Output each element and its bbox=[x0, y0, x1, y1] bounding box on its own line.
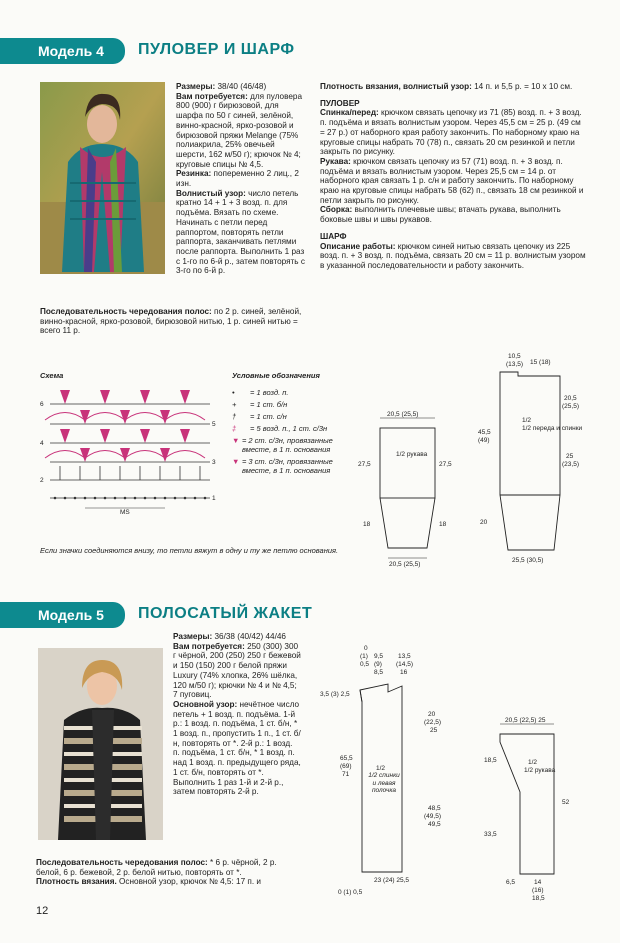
svg-text:1/2: 1/2 bbox=[528, 759, 538, 766]
scheme-row-1: 1 bbox=[212, 495, 216, 502]
cluster2-icon: ▼ bbox=[232, 436, 240, 445]
m4-sleeve-top: 20,5 (25,5) bbox=[387, 411, 419, 418]
chain-tr-icon: ‡ bbox=[232, 424, 237, 433]
svg-text:(49,5): (49,5) bbox=[424, 813, 441, 820]
svg-text:0 (1) 0,5: 0 (1) 0,5 bbox=[338, 889, 363, 896]
svg-text:(14,5): (14,5) bbox=[396, 661, 413, 668]
model4-sleeve-diagram bbox=[355, 408, 460, 568]
scheme-row-6: 6 bbox=[40, 401, 44, 408]
m4-sleeve-rib-r: 18 bbox=[439, 521, 447, 528]
m4-body-bottom: 25,5 (30,5) bbox=[512, 557, 544, 564]
svg-text:(9): (9) bbox=[374, 661, 382, 668]
m4-sleeve-rib-l: 18 bbox=[363, 521, 371, 528]
m4-body-left: 45,5 bbox=[478, 429, 491, 436]
model5-left-text: Размеры: 36/38 (40/42) 44/46 Вам потребуется: 250 (300) 300 г чёрной, 200 (250) 250 г бежевой и 150 (150) 200 г белой пряжи Luxury (74% хлопка, 26% шёлка, 120 м/50 г); крючки № 4 и № 4,5; 7 пуговиц. Основной узор: нечётное число петель + 1 возд. п. подъёма. 1-й р.: 1 возд. п. подъёма, 1 ст. б/н, * 1 возд. п., пропустить 1 п., 1 ст. б/н, повторять от *. 2-й р.: 1 возд. п. подъёма, 1 ст. б/н, * 1 возд. п. над 1 возд. п. предыдущего ряда, 1 ст. б/н, повторять от *. Выполнить 1 раз 1-й и 2-й р., затем повторять 2-й р. bbox=[173, 632, 301, 797]
m4-sleeve-bottom: 20,5 (25,5) bbox=[389, 561, 421, 568]
svg-text:0,5: 0,5 bbox=[360, 661, 370, 668]
m4-body-right-a: 20,5 bbox=[564, 395, 577, 402]
m4-body-right-a2: (25,5) bbox=[562, 403, 579, 410]
svg-text:9,5: 9,5 bbox=[374, 653, 384, 660]
model4-photo bbox=[40, 82, 165, 274]
svg-text:65,5: 65,5 bbox=[340, 755, 353, 762]
svg-text:16: 16 bbox=[400, 669, 408, 676]
model4-left-text: Размеры: 38/40 (46/48) Вам потребуется: для пуловера 800 (900) г бирюзовой, для шарфа по 50 г синей, зелёной, винно-красной, ярко-розовой и бирюзовой пряжи Melange (75% полиакрила, 25% овечьей шерсти, 162 м/50 г); крючок № 4; круговые спицы № 4,5. Резинка: попеременно 2 лиц., 2 изн. Волнистый узор: число петель кратно 14 + 1 + 3 возд. п. для подъёма. Вязать по схеме. Начинать с петли перед раппортом, повторять петли раппорта, заканчивать петлями после раппорта. Выполнить 1 раз с 1-го по 6-й р., затем повторять с 3-го по 6-й р. bbox=[176, 82, 305, 276]
model5-sleeve-diagram bbox=[470, 712, 590, 907]
svg-text:(69): (69) bbox=[340, 763, 352, 770]
model4-order-text: Последовательность чередования полос: по 2 р. синей, зелёной, винно-красной, ярко-розовой, бирюзовой нитью, 1 р. синей нитью = всего 11 р. bbox=[40, 307, 302, 336]
m5-body-label: 1/2 спинки и левая полочка bbox=[368, 772, 400, 794]
svg-text:18,5: 18,5 bbox=[484, 757, 497, 764]
svg-text:49,5: 49,5 bbox=[428, 821, 441, 828]
m4-sleeve-right: 27,5 bbox=[439, 461, 452, 468]
cluster3-icon: ▼ bbox=[232, 457, 240, 466]
svg-text:18,5: 18,5 bbox=[532, 895, 545, 902]
dc-icon: † bbox=[232, 412, 237, 421]
model4-right-text: Плотность вязания, волнистый узор: 14 п. и 5,5 р. = 10 x 10 см. ПУЛОВЕР Спинка/перед: крючком связать цепочку из 71 (85) возд. п. + 3 возд. п. подъёма и вязать волнистым узором. Через 45,5 см = 25 р. (49 см = 27 р.) от наборного края работу закончить. По наборному краю на круговые спицы набрать 70 (78) п., связать 20 см резинкой и петли закрыть по рисунку. Рукава: крючком связать цепочку из 57 (71) возд. п. + 3 возд. п. подъёма и вязать волнистым узором. Через 25,5 см = 14 р. от наборного края связать 1 р. с/н и работу закончить. По наборному краю на круговые спицы набрать 58 (62) п., связать 18 см резинкой и петли закрыть по рисунку. Сборка: выполнить плечевые швы; втачать рукава, выполнить боковые швы и швы рукавов. ШАРФ Описание работы: крючком синей нитью связать цепочку из 225 возд. п. + 3 возд. п. подъёма, связать 20 см = 11 р. волнистым узором в указанной последовательности и работу закончить. bbox=[320, 82, 586, 270]
m4-body-left2: (49) bbox=[478, 437, 490, 444]
m4-body-rib: 20 bbox=[480, 519, 488, 526]
m4-body-top-b: (13,5) bbox=[506, 361, 523, 368]
scheme-footnote: Если значки соединяются внизу, то петли вяжут в одну и ту же петлю основания. bbox=[40, 546, 339, 555]
svg-text:48,5: 48,5 bbox=[428, 805, 441, 812]
scheme-row-3: 3 bbox=[212, 459, 216, 466]
model5-body-diagram bbox=[318, 642, 468, 904]
m4-body-right-b: 25 bbox=[566, 453, 574, 460]
model5-title: ПОЛОСАТЫЙ ЖАКЕТ bbox=[138, 605, 313, 622]
m4-body-label: 1/2 переда и спинки bbox=[522, 425, 583, 432]
svg-text:14: 14 bbox=[534, 879, 542, 886]
svg-text:(22,5): (22,5) bbox=[424, 719, 441, 726]
sc-icon: + bbox=[232, 400, 237, 409]
svg-text:8,5: 8,5 bbox=[374, 669, 384, 676]
m4-body-top-a: 10,5 bbox=[508, 353, 521, 360]
m5-sleeve-top: 20,5 (22,5) 25 bbox=[505, 717, 546, 724]
svg-text:71: 71 bbox=[342, 771, 350, 778]
scheme-row-2: 2 bbox=[40, 477, 44, 484]
scheme-row-4: 4 bbox=[40, 440, 44, 447]
svg-text:3,5 (3) 2,5: 3,5 (3) 2,5 bbox=[320, 691, 350, 698]
pullover-heading: ПУЛОВЕР bbox=[320, 98, 360, 108]
scarf-heading: ШАРФ bbox=[320, 231, 347, 241]
sizes-label: Размеры: bbox=[176, 82, 216, 91]
scheme-ms: MS bbox=[120, 509, 130, 515]
svg-text:25: 25 bbox=[430, 727, 438, 734]
model5-order-text: Последовательность чередования полос: * 6 р. чёрной, 2 р. белой, 6 р. бежевой, 2 р. белой нитью, повторять от *. Плотность вязания. Основной узор, крючок № 4,5: 17 п. и bbox=[36, 858, 277, 887]
model5-photo bbox=[38, 648, 163, 840]
model4-body-diagram bbox=[470, 350, 590, 570]
crochet-scheme bbox=[40, 380, 220, 515]
scheme-row-5: 5 bbox=[212, 421, 216, 428]
m5-sleeve-label: 1/2 рукава bbox=[524, 767, 556, 774]
m4-body-right-b2: (23,5) bbox=[562, 461, 579, 468]
svg-text:23 (24) 25,5: 23 (24) 25,5 bbox=[374, 877, 410, 884]
model5-label: Модель 5 bbox=[0, 602, 125, 628]
m4-body-label-1: 1/2 bbox=[522, 417, 532, 424]
legend-title: Условные обозначения bbox=[232, 371, 320, 380]
m4-sleeve-label: 1/2 рукава bbox=[396, 451, 428, 458]
m4-body-top-c: 15 (18) bbox=[530, 359, 551, 366]
svg-text:6,5: 6,5 bbox=[506, 879, 516, 886]
svg-text:0: 0 bbox=[364, 645, 368, 652]
svg-text:13,5: 13,5 bbox=[398, 653, 411, 660]
svg-text:33,5: 33,5 bbox=[484, 831, 497, 838]
legend: • = 1 возд. п. + = 1 ст. б/н † = 1 ст. с/н ‡ = 5 возд. п., 1 ст. с/3н ▼ = 2 ст. с/3н, провязанные вместе, в 1 п. основания ▼ = 3 ст. с/3н, провязанные вместе, в 1 п. основания bbox=[232, 388, 333, 475]
svg-text:1/2: 1/2 bbox=[376, 765, 386, 772]
page-number: 12 bbox=[36, 905, 49, 917]
m4-sleeve-left: 27,5 bbox=[358, 461, 371, 468]
model4-label: Модель 4 bbox=[0, 38, 125, 64]
svg-text:20: 20 bbox=[428, 711, 436, 718]
model4-title: ПУЛОВЕР И ШАРФ bbox=[138, 41, 295, 58]
svg-text:(16): (16) bbox=[532, 887, 544, 894]
scheme-label: Схема bbox=[40, 371, 64, 380]
svg-text:52: 52 bbox=[562, 799, 570, 806]
chain-icon: • bbox=[232, 388, 235, 397]
svg-text:(1): (1) bbox=[360, 653, 368, 660]
